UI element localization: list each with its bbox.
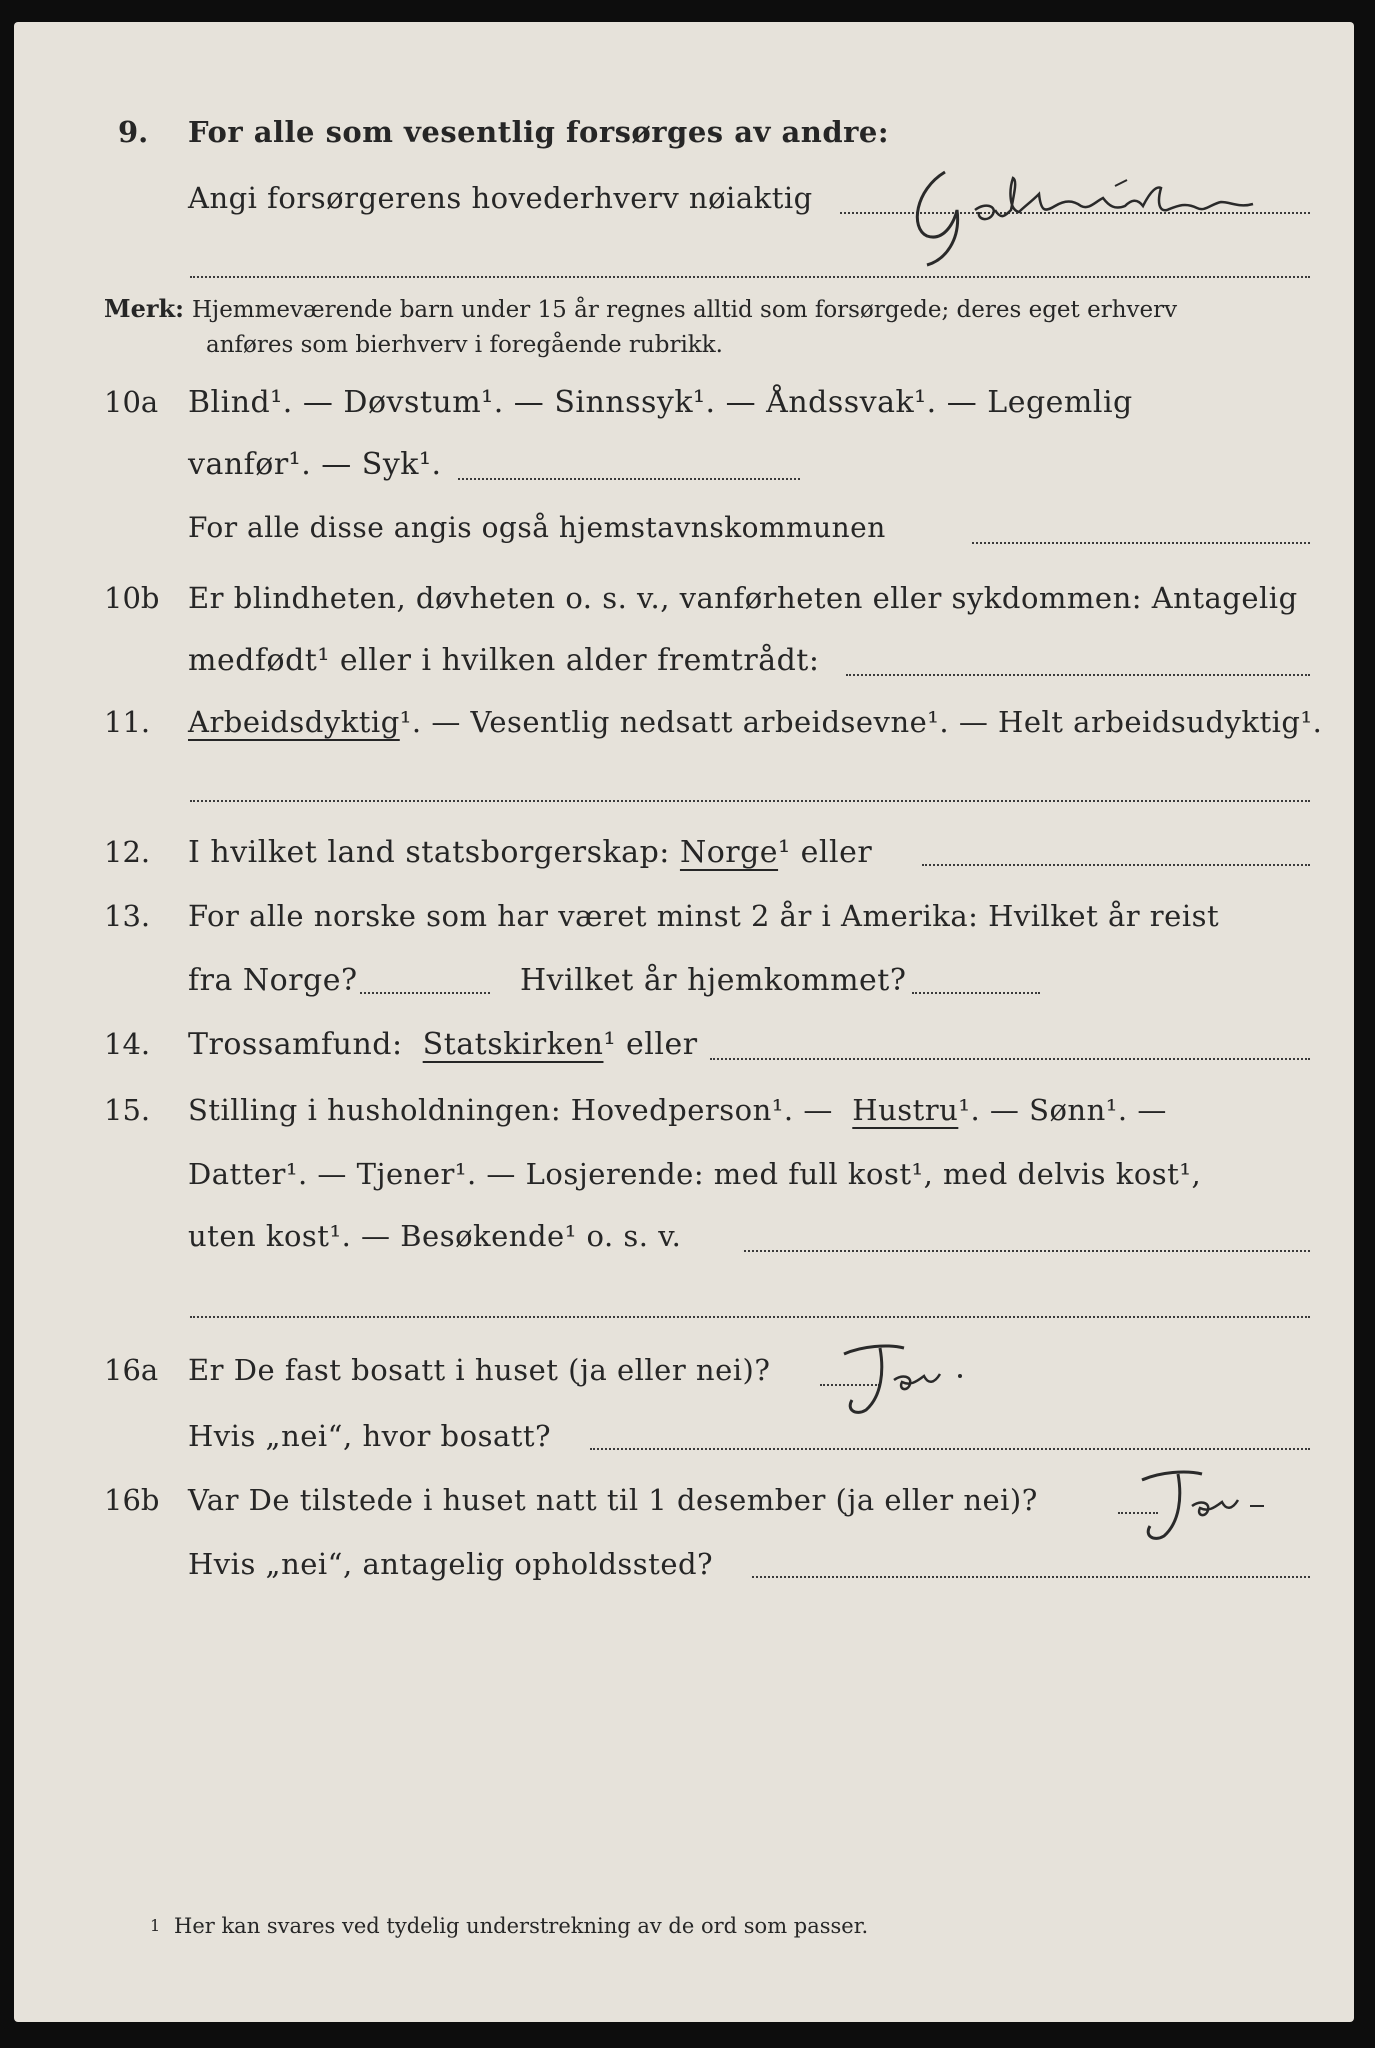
merk-label: Merk: xyxy=(104,294,184,323)
q15-extra-line xyxy=(190,1316,1310,1318)
q16a-line-1: Er De fast bosatt i huset (ja eller nei)? xyxy=(188,1353,771,1387)
q16a-bosatt-line xyxy=(590,1448,1310,1450)
q15-number: 15. xyxy=(104,1093,151,1127)
footnote-mark: 1 xyxy=(150,1916,161,1935)
q9-question: Angi forsørgerens hovederhverv nøiaktig xyxy=(188,181,813,215)
q13-reist-line xyxy=(360,992,490,994)
q10b-line-1: Er blindheten, døvheten o. s. v., vanførheten eller sykdommen: Antagelig xyxy=(188,581,1298,615)
q15-answer-line xyxy=(744,1250,1310,1252)
q11-extra-line xyxy=(190,800,1310,802)
q16b-line-1: Var De tilstede i huset natt til 1 desember (ja eller nei)? xyxy=(188,1483,1038,1517)
q16a-handwritten-answer xyxy=(832,1340,982,1420)
q11-number: 11. xyxy=(104,705,151,739)
footnote-text: Her kan svares ved tydelig understrekning av de ord som passer. xyxy=(174,1914,869,1938)
q12-selected-option: Norge xyxy=(679,835,779,870)
q16a-number: 16a xyxy=(104,1353,159,1387)
q11-line xyxy=(188,705,1323,739)
q16b-number: 16b xyxy=(104,1483,160,1517)
q10a-kommune-line xyxy=(972,542,1310,544)
q14-line xyxy=(188,1027,698,1062)
q10b-answer-line xyxy=(846,674,1310,676)
q12-answer-line xyxy=(922,864,1310,866)
q12-post: ¹ eller xyxy=(778,835,873,870)
q16b-opholdssted-line xyxy=(752,1576,1310,1578)
q15-line-1a: Stilling i husholdningen: Hovedperson¹. — xyxy=(188,1093,833,1127)
q11-selected-option: Arbeidsdyktig xyxy=(188,705,400,739)
q9-extra-line xyxy=(190,276,1310,278)
q14-number: 14. xyxy=(104,1027,151,1061)
q10b-line-2: medfødt¹ eller i hvilken alder fremtrådt: xyxy=(188,643,820,678)
q13-hjemkommet-line xyxy=(912,992,1040,994)
q9-handwritten-answer xyxy=(905,150,1325,270)
q13-number: 13. xyxy=(104,899,151,933)
q10a-answer-line xyxy=(458,478,800,480)
q12-question: I hvilket land statsborgerskap: xyxy=(188,835,670,870)
q13-line-2a: fra Norge? xyxy=(188,963,358,998)
q15-selected-option: Hustru xyxy=(852,1093,959,1127)
q16b-line-2: Hvis „nei“, antagelig opholdssted? xyxy=(188,1547,714,1581)
merk-line-1: Hjemmeværende barn under 15 år regnes alltid som forsørgede; deres eget erhverv xyxy=(192,297,1178,323)
q10b-number: 10b xyxy=(104,581,160,615)
q15-line-1b: ¹. — Sønn¹. — xyxy=(958,1093,1167,1127)
q10a-number: 10a xyxy=(104,385,159,419)
q10a-line-2: vanfør¹. — Syk¹. xyxy=(188,447,442,482)
q10a-line-3: For alle disse angis også hjemstavnskommunen xyxy=(188,511,886,544)
q9-number: 9. xyxy=(118,115,149,149)
q14-question: Trossamfund: xyxy=(188,1027,403,1062)
q13-line-2b: Hvilket år hjemkommet? xyxy=(520,963,907,998)
q12-number: 12. xyxy=(104,835,151,869)
q14-answer-line xyxy=(710,1058,1310,1060)
q11-rest: ¹. — Vesentlig nedsatt arbeidsevne¹. — Helt arbeidsudyktig¹. xyxy=(399,705,1323,739)
q10a-line-1: Blind¹. — Døvstum¹. — Sinnssyk¹. — Åndssvak¹. — Legemlig xyxy=(188,385,1133,420)
q9-title: For alle som vesentlig forsørges av andre: xyxy=(188,115,890,149)
q15-line-3: uten kost¹. — Besøkende¹ o. s. v. xyxy=(188,1219,682,1253)
q15-line-2: Datter¹. — Tjener¹. — Losjerende: med full kost¹, med delvis kost¹, xyxy=(188,1157,1202,1191)
q14-post: ¹ eller xyxy=(603,1027,698,1062)
q12-line xyxy=(188,835,873,870)
q14-selected-option: Statskirken xyxy=(422,1027,604,1062)
q15-line-1 xyxy=(188,1093,1167,1127)
q13-line-1: For alle norske som har været minst 2 år i Amerika: Hvilket år reist xyxy=(188,899,1220,933)
merk-line-2: anføres som bierhverv i foregående rubrikk. xyxy=(206,332,723,358)
q16b-handwritten-answer xyxy=(1130,1466,1280,1546)
q16a-line-2: Hvis „nei“, hvor bosatt? xyxy=(188,1419,552,1453)
